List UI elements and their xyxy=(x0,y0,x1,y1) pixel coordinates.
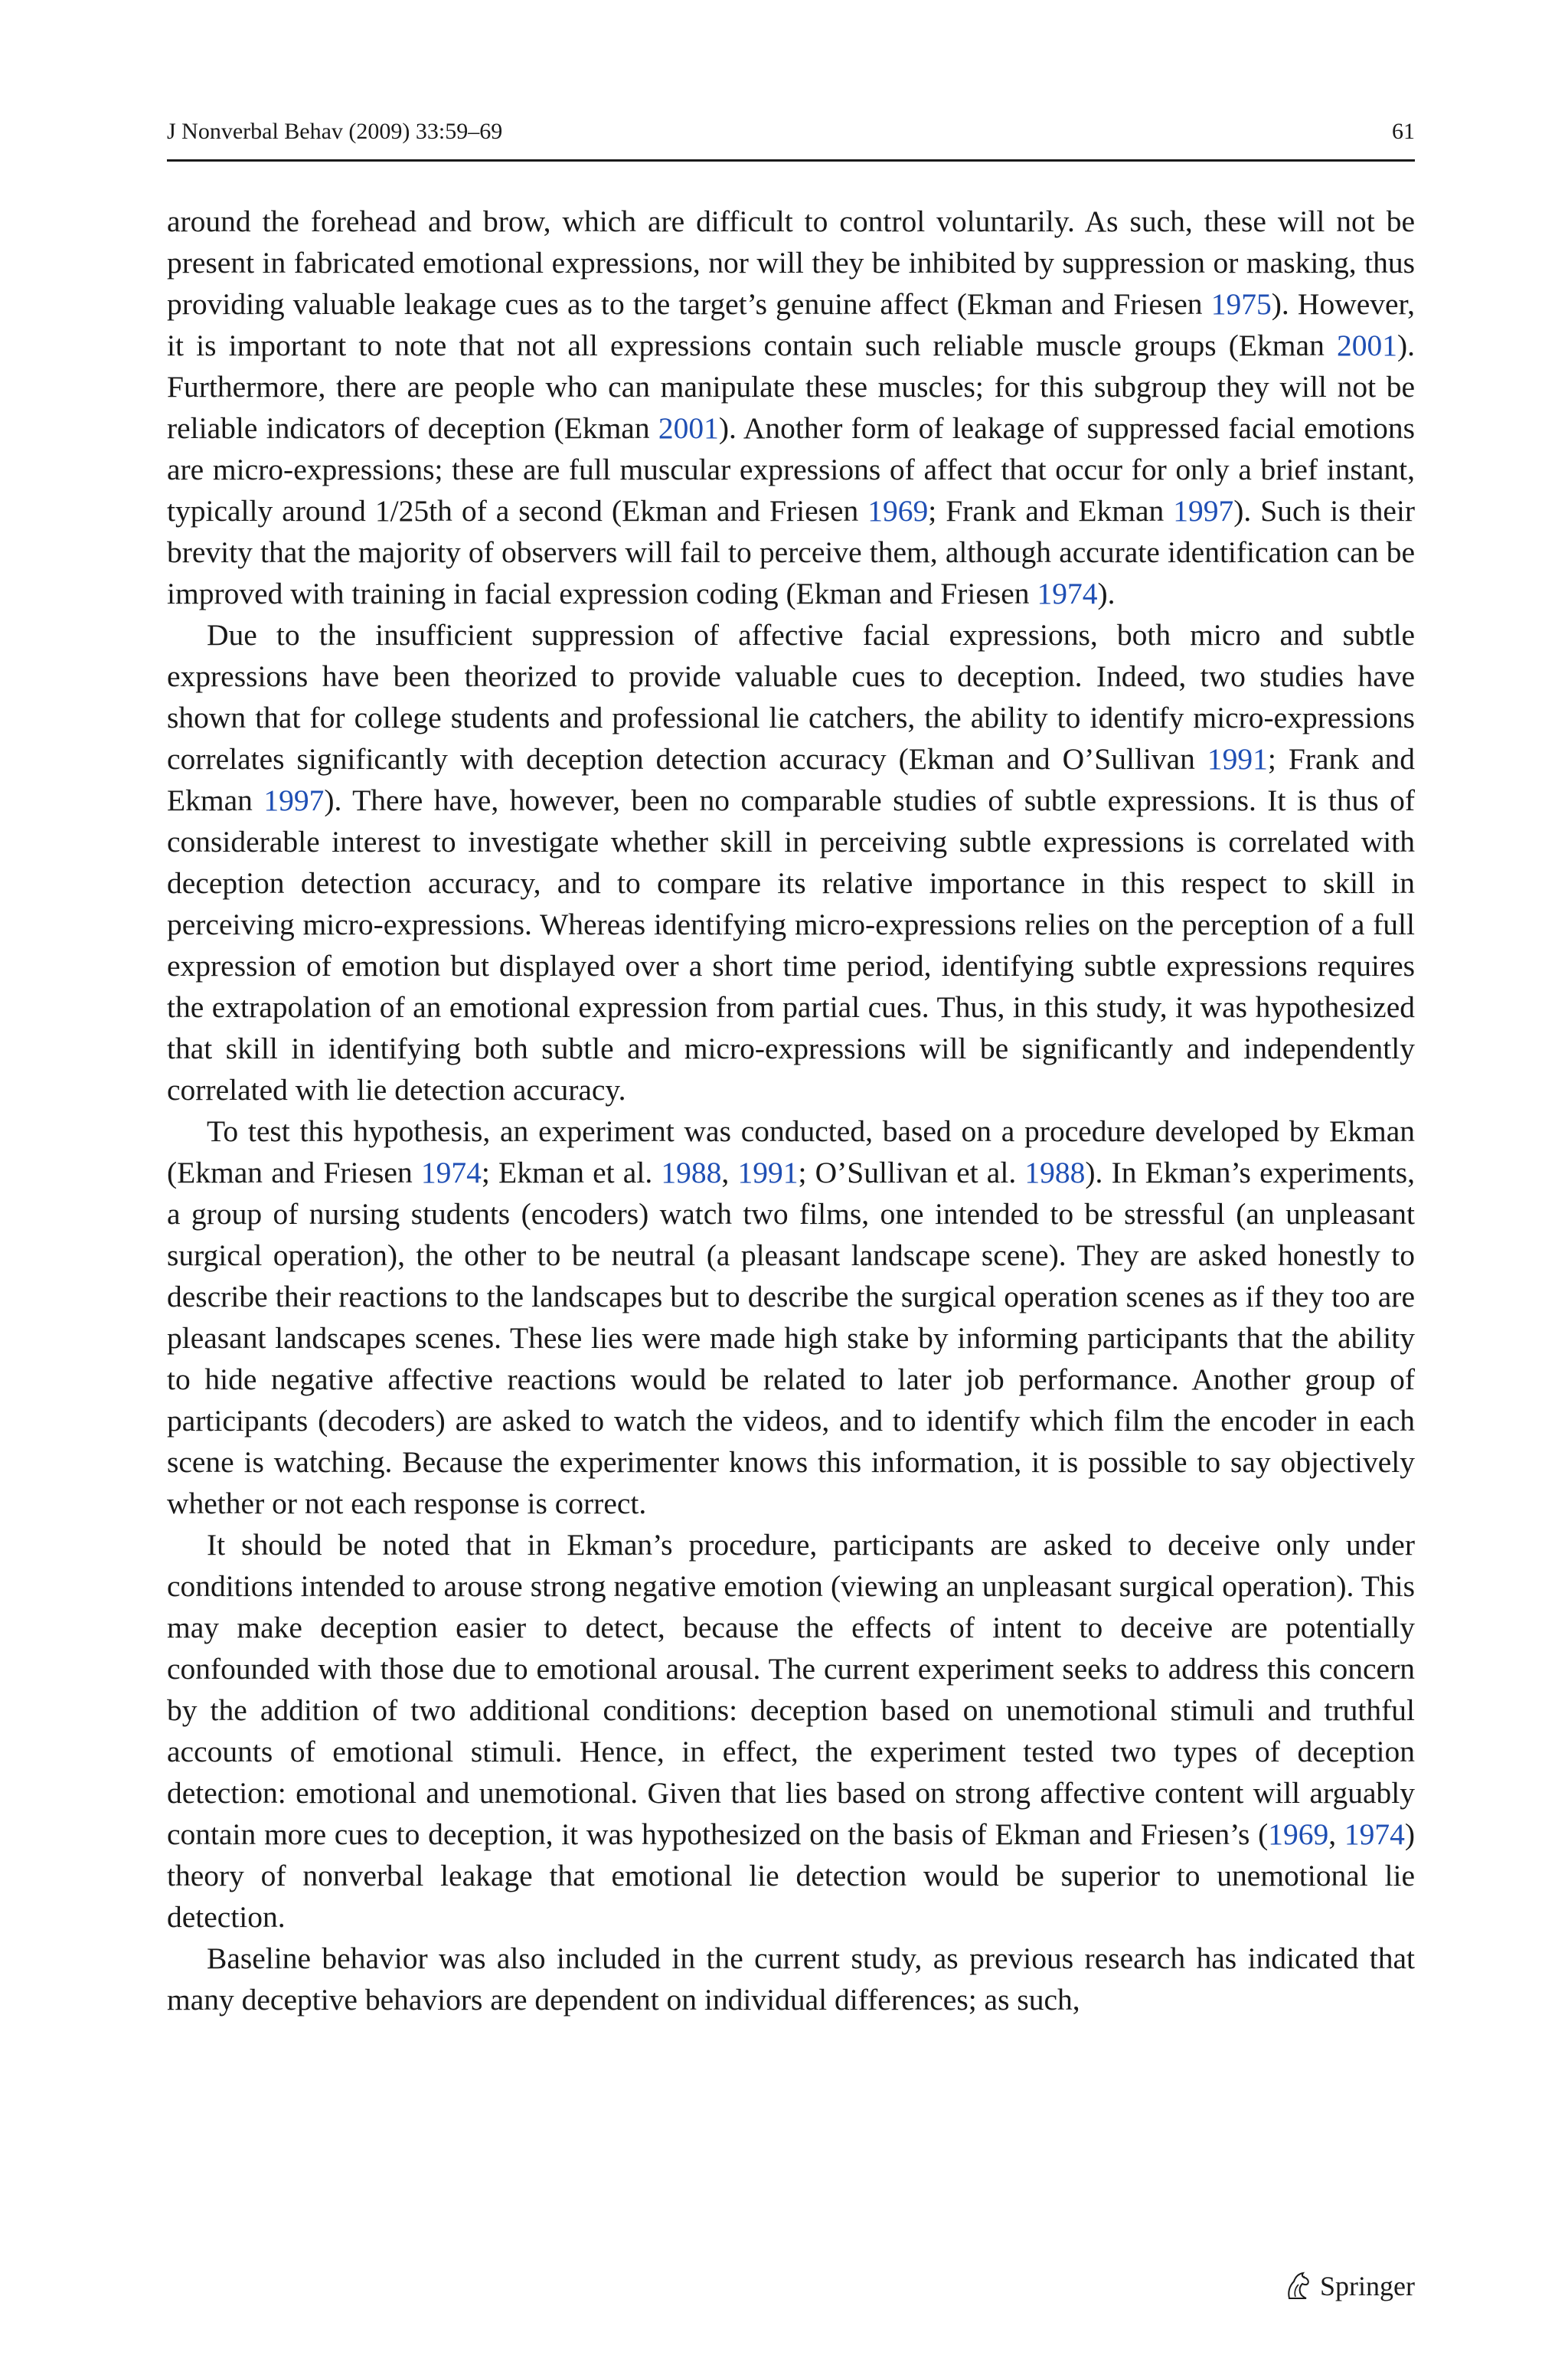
body-text: ). However, it is important to note that not all expressions contain such reliable muscle groups (Ekman xyxy=(167,287,1415,362)
citation-link[interactable]: 2001 xyxy=(658,411,719,445)
body-text: ). xyxy=(1097,577,1116,610)
body-text: ; Ekman et al. xyxy=(481,1156,662,1189)
body-text: ; Frank and Ekman xyxy=(928,494,1174,528)
body-text: around the forehead and brow, which are difficult to control voluntarily. As such, these will not be present in fabricated emotional expressions, nor will they be inhibited by suppression or masking, thus providing valuable leakage cues as to the target’s genuine affect (Ekman and Friesen xyxy=(167,204,1415,321)
citation-link[interactable]: 1975 xyxy=(1210,287,1272,321)
body-text: Due to the insufficient suppression of affective facial expressions, both micro and subtle expressions have been theorized to provide valuable cues to deception. Indeed, two studies have shown that for college students and professional lie catchers, the ability to identify micro-expressions correlates significantly with deception detection accuracy (Ekman and O’Sullivan xyxy=(167,618,1415,776)
citation-link[interactable]: 1969 xyxy=(1268,1817,1329,1851)
publisher-name: Springer xyxy=(1320,2271,1415,2301)
body-text: To test this hypothesis, an experiment was conducted, based on a procedure developed by Ekman (Ekman and Friesen xyxy=(167,1114,1415,1189)
page-number: 61 xyxy=(1392,119,1415,144)
header-rule xyxy=(167,159,1415,162)
citation-link[interactable]: 1974 xyxy=(1037,577,1098,610)
body-text: ; O’Sullivan et al. xyxy=(798,1156,1025,1189)
body-text: ). Furthermore, there are people who can manipulate these muscles; for this subgroup they will not be reliable indicators of deception (Ekman xyxy=(167,329,1415,445)
citation-link[interactable]: 1969 xyxy=(867,494,929,528)
body-paragraph xyxy=(167,1524,1415,1938)
article-body xyxy=(167,201,1415,2020)
citation-link[interactable]: 1974 xyxy=(1344,1817,1405,1851)
body-text: ). Such is their brevity that the majority of observers will fail to perceive them, although accurate identification can be improved with training in facial expression coding (Ekman and Friesen xyxy=(167,494,1415,610)
citation-link[interactable]: 1997 xyxy=(263,783,325,817)
body-text: Baseline behavior was also included in the current study, as previous research has indicated that many deceptive behaviors are dependent on individual differences; as such, xyxy=(167,1941,1415,2017)
citation-link[interactable]: 1974 xyxy=(420,1156,482,1189)
citation-link[interactable]: 1988 xyxy=(1024,1156,1086,1189)
citation-link[interactable]: 1991 xyxy=(1207,742,1268,776)
body-text: ) theory of nonverbal leakage that emotional lie detection would be superior to unemotional lie detection. xyxy=(167,1817,1416,1934)
body-text: ). Another form of leakage of suppressed facial emotions are micro-expressions; these are full muscular expressions of affect that occur for only a brief instant, typically around 1/25th of a second (Ekman and Friesen xyxy=(167,411,1415,528)
body-paragraph xyxy=(167,1110,1415,1524)
journal-citation: J Nonverbal Behav (2009) 33:59–69 xyxy=(167,119,503,144)
body-paragraph xyxy=(167,1938,1415,2020)
citation-link[interactable]: 1997 xyxy=(1173,494,1234,528)
citation-link[interactable]: 1991 xyxy=(737,1156,799,1189)
citation-link[interactable]: 1988 xyxy=(661,1156,722,1189)
body-text: ; Frank and Ekman xyxy=(167,742,1415,817)
body-text: , xyxy=(721,1156,738,1189)
citation-link[interactable]: 2001 xyxy=(1336,329,1397,362)
body-text: ). In Ekman’s experiments, a group of nursing students (encoders) watch two films, one intended to be stressful (an unpleasant surgical operation), the other to be neutral (a pleasant landscape scene). They are asked honestly to describe their reactions to the landscapes but to describe the surgical operation scenes as if they too are pleasant landscapes scenes. These lies were made high stake by informing participants that the ability to hide negative affective reactions would be related to later job performance. Another group of participants (decoders) are asked to watch the videos, and to identify which film the encoder in each scene is watching. Because the experimenter knows this information, it is possible to say objectively whether or not each response is correct. xyxy=(167,1156,1415,1520)
body-text: It should be noted that in Ekman’s procedure, participants are asked to deceive only under conditions intended to arouse strong negative emotion (viewing an unpleasant surgical operation). This may make deception easier to detect, because the effects of intent to deceive are potentially confounded with those due to emotional arousal. The current experiment seeks to address this concern by the addition of two additional conditions: deception based on unemotional stimuli and truthful accounts of emotional stimuli. Hence, in effect, the experiment tested two types of deception detection: emotional and unemotional. Given that lies based on strong affective content will arguably contain more cues to deception, it was hypothesized on the basis of Ekman and Friesen’s ( xyxy=(167,1528,1415,1851)
body-paragraph xyxy=(167,614,1415,1110)
publisher-footer xyxy=(1285,2269,1415,2303)
body-paragraph xyxy=(167,201,1415,614)
body-text: , xyxy=(1328,1817,1344,1851)
body-text: ). There have, however, been no comparable studies of subtle expressions. It is thus of considerable interest to investigate whether skill in perceiving subtle expressions is correlated with deception detection accuracy, and to compare its relative importance in this respect to skill in perceiving micro-expressions. Whereas identifying micro-expressions relies on the perception of a full expression of emotion but displayed over a short time period, identifying subtle expressions requires the extrapolation of an emotional expression from partial cues. Thus, in this study, it was hypothesized that skill in identifying both subtle and micro-expressions will be significantly and independently correlated with lie detection accuracy. xyxy=(167,783,1415,1107)
springer-horse-icon xyxy=(1285,2271,1312,2301)
